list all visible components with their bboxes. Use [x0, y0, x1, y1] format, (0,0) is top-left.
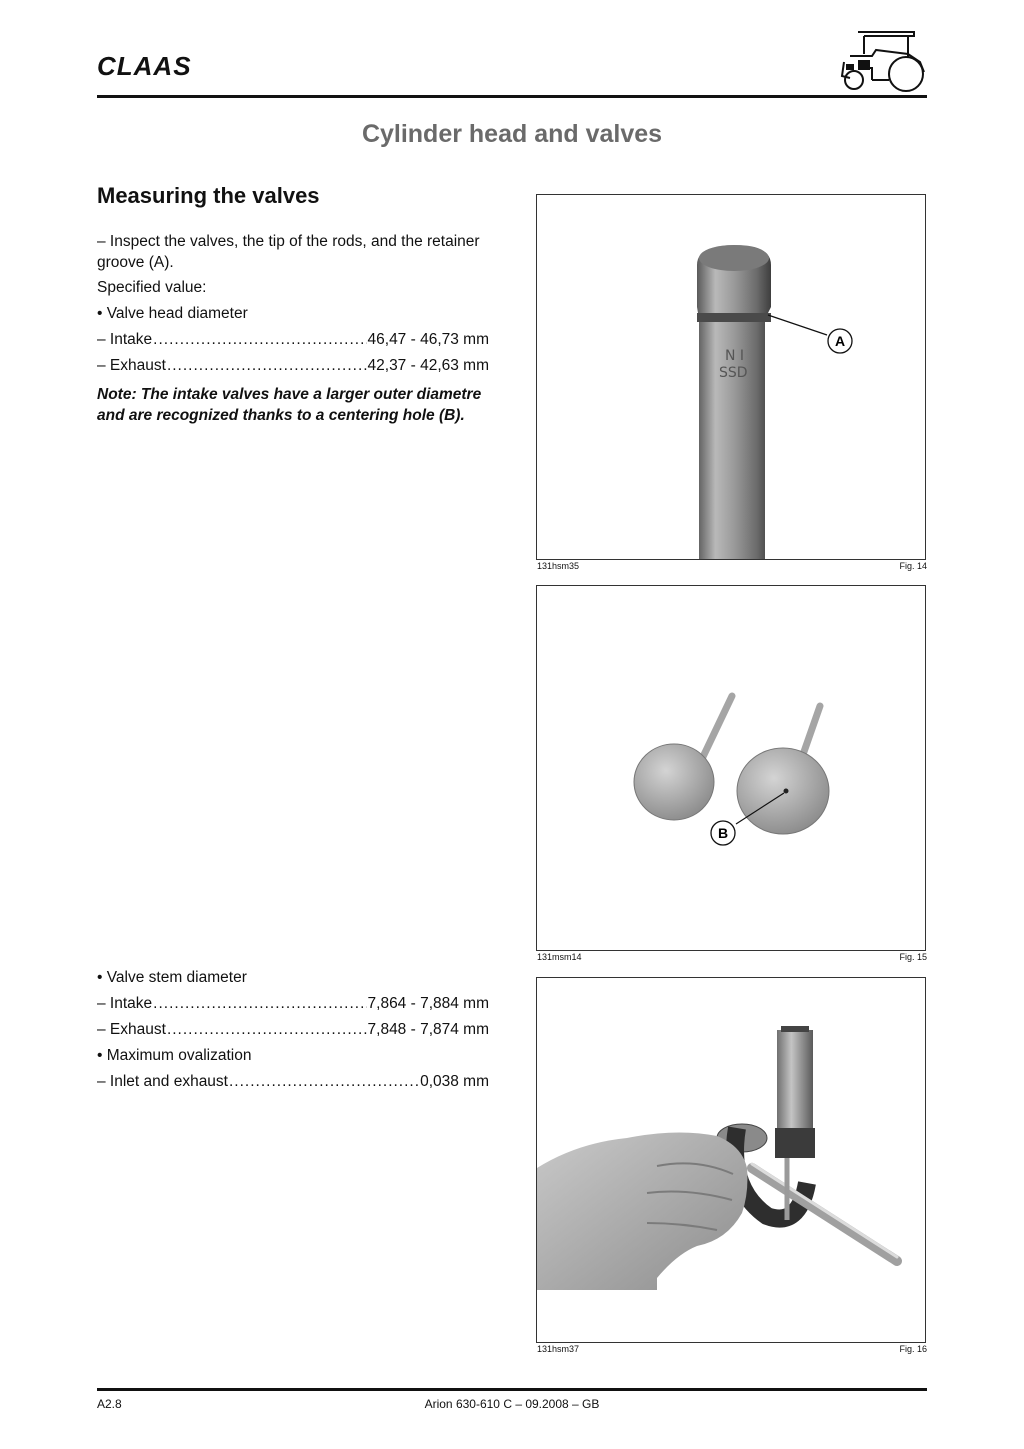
stem-intake-label: – Intake	[97, 995, 153, 1012]
figure-14-code: 131hsm35	[537, 561, 580, 571]
ovalization-value: 0,038 mm	[420, 1073, 489, 1090]
ovalization-label: • Maximum ovalization	[97, 1047, 252, 1064]
stem-exhaust-value: 7,848 - 7,874 mm	[367, 1021, 489, 1038]
two-valves-photo	[537, 586, 925, 950]
callout-a: A	[834, 333, 846, 349]
figure-15-code: 131msm14	[537, 952, 582, 962]
note-text: Note: The intake valves have a larger outer diametre and are recognized thanks to a centering hole (B).	[97, 386, 482, 424]
head-exhaust-label: – Exhaust	[97, 357, 166, 374]
instruction-block	[97, 231, 489, 426]
logo-text: CLAAS	[97, 52, 192, 80]
figure-15	[536, 585, 926, 951]
claas-logo	[97, 52, 215, 80]
figure-16-number: Fig. 16	[899, 1344, 927, 1354]
tractor-icon	[828, 28, 930, 94]
leader-dots	[167, 1019, 367, 1040]
leader-dots	[153, 993, 366, 1014]
figure-16	[536, 977, 926, 1343]
figure-14	[536, 194, 926, 560]
specified-label: Specified value:	[97, 279, 207, 296]
stem-exhaust-label: – Exhaust	[97, 1021, 166, 1038]
figure-15-number: Fig. 15	[899, 952, 927, 962]
stem-exhaust-row	[97, 1019, 489, 1040]
page-number: A2.8	[97, 1397, 122, 1411]
stem-block	[97, 967, 489, 1092]
stem-intake-row	[97, 993, 489, 1014]
inspect-text: – Inspect the valves, the tip of the rods, and the retainer groove (A).	[97, 233, 480, 271]
ovalization-sub-label: – Inlet and exhaust	[97, 1073, 228, 1090]
svg-text:N I: N I	[725, 348, 745, 364]
section-heading: Measuring the valves	[97, 183, 320, 208]
leader-dots	[229, 1071, 419, 1092]
head-intake-value: 46,47 - 46,73 mm	[367, 331, 489, 348]
page-title: Cylinder head and valves	[361, 120, 663, 148]
valve-stem-photo	[537, 195, 925, 559]
header-rule	[97, 95, 927, 98]
callout-b: B	[717, 825, 729, 841]
stem-diameter-label: • Valve stem diameter	[97, 969, 247, 986]
head-exhaust-value: 42,37 - 42,63 mm	[367, 357, 489, 374]
figure-16-code: 131hsm37	[537, 1344, 580, 1354]
head-intake-label: – Intake	[97, 331, 153, 348]
head-diameter-label: • Valve head diameter	[97, 305, 248, 322]
leader-dots	[167, 355, 367, 376]
figure-14-number: Fig. 14	[899, 561, 927, 571]
stem-intake-value: 7,864 - 7,884 mm	[367, 995, 489, 1012]
document-id: Arion 630-610 C – 09.2008 – GB	[424, 1397, 600, 1411]
svg-text:SSD: SSD	[719, 365, 748, 381]
footer-rule	[97, 1388, 927, 1391]
head-exhaust-row	[97, 355, 489, 376]
leader-dots	[153, 329, 366, 350]
head-intake-row	[97, 329, 489, 350]
ovalization-row	[97, 1071, 489, 1092]
micrometer-photo	[537, 978, 925, 1342]
